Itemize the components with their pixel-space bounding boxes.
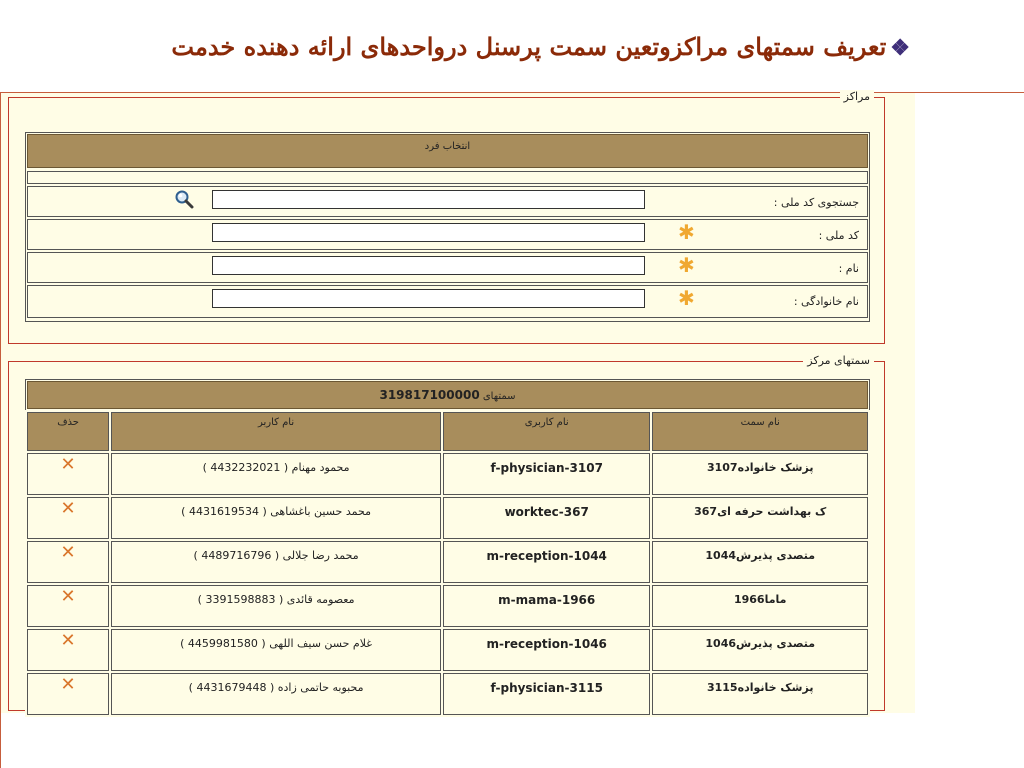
table-row: [27, 453, 868, 495]
form-row-first-name: [27, 252, 868, 283]
username-cell: m-reception-1046: [443, 629, 650, 671]
table-row: [27, 585, 868, 627]
positions-header-label: سمتهای: [482, 391, 516, 402]
col-header-position: نام سمت: [652, 412, 868, 451]
slide-title: [150, 32, 910, 72]
position-cell: پزشک خانواده3115: [652, 673, 868, 715]
delete-cell: [27, 497, 109, 539]
table-row: [27, 497, 868, 539]
table-row: [27, 673, 868, 715]
username-cell: worktec-367: [443, 497, 650, 539]
delete-x-icon[interactable]: ✕: [60, 454, 76, 475]
diamond-bullet-icon: ❖: [890, 35, 910, 61]
delete-cell: [27, 585, 109, 627]
first-name-label: نام :: [838, 262, 859, 275]
positions-header: [27, 381, 868, 409]
fullname-cell: محمد حسین باغشاهی ( 4431619534 ): [111, 497, 441, 539]
centers-legend: مراکز: [840, 90, 874, 104]
fullname-cell: محبوبه حاتمی زاده ( 4431679448 ): [111, 673, 441, 715]
national-id-input[interactable]: [212, 223, 645, 242]
position-cell: متصدی پذیرش1046: [652, 629, 868, 671]
national-id-search-label: جستجوی کد ملی :: [773, 196, 859, 209]
position-cell: متصدی پذیرش1044: [652, 541, 868, 583]
position-cell: ک بهداشت حرفه ای367: [652, 497, 868, 539]
person-select-table: [25, 132, 870, 322]
positions-table-frame: [25, 379, 870, 695]
position-cell: پزشک خانواده3107: [652, 453, 868, 495]
delete-x-icon[interactable]: ✕: [60, 630, 76, 651]
person-select-header: [27, 134, 868, 168]
spacer-row: [27, 171, 868, 184]
username-cell: m-reception-1044: [443, 541, 650, 583]
delete-cell: [27, 453, 109, 495]
table-row: [27, 629, 868, 671]
delete-x-icon[interactable]: ✕: [60, 586, 76, 607]
fullname-cell: غلام حسن سیف اللهی ( 4459981580 ): [111, 629, 441, 671]
delete-x-icon[interactable]: ✕: [60, 542, 76, 563]
col-header-delete: حذف: [27, 412, 109, 451]
form-row-search: [27, 186, 868, 217]
col-header-username: نام کاربری: [443, 412, 650, 451]
positions-fieldset: [8, 354, 885, 711]
form-row-national-id: [27, 219, 868, 250]
table-row: [27, 541, 868, 583]
national-id-search-input[interactable]: [212, 190, 645, 209]
slide-title-text: تعریف سمتهای مراکزوتعین سمت پرسنل درواحدهای ارائه دهنده خدمت: [171, 32, 887, 61]
last-name-label: نام خانوادگی :: [793, 295, 859, 308]
delete-cell: [27, 629, 109, 671]
username-cell: f-physician-3115: [443, 673, 650, 715]
first-name-input[interactable]: [212, 256, 645, 275]
required-asterisk-icon: ✱: [678, 253, 695, 277]
search-icon[interactable]: [174, 189, 194, 209]
fullname-cell: محمد رضا جلالی ( 4489716796 ): [111, 541, 441, 583]
delete-x-icon[interactable]: ✕: [60, 674, 76, 695]
fullname-cell: محمود مهنام ( 4432232021 ): [111, 453, 441, 495]
delete-cell: [27, 673, 109, 715]
app-panel: [1, 90, 915, 713]
delete-cell: [27, 541, 109, 583]
centers-fieldset: [8, 90, 885, 344]
delete-x-icon[interactable]: ✕: [60, 498, 76, 519]
required-asterisk-icon: ✱: [678, 286, 695, 310]
username-cell: f-physician-3107: [443, 453, 650, 495]
positions-table-header-row: [27, 412, 868, 451]
positions-table: [25, 410, 870, 717]
col-header-fullname: نام کاربر: [111, 412, 441, 451]
last-name-input[interactable]: [212, 289, 645, 308]
username-cell: m-mama-1966: [443, 585, 650, 627]
national-id-label: کد ملی :: [818, 229, 859, 242]
center-code: 319817100000: [379, 388, 480, 402]
position-cell: ماما1966: [652, 585, 868, 627]
positions-legend: سمتهای مرکز: [803, 354, 874, 368]
fullname-cell: معصومه قائدی ( 3391598883 ): [111, 585, 441, 627]
person-select-header-label: انتخاب فرد: [424, 141, 471, 152]
form-row-last-name: [27, 285, 868, 318]
required-asterisk-icon: ✱: [678, 220, 695, 244]
